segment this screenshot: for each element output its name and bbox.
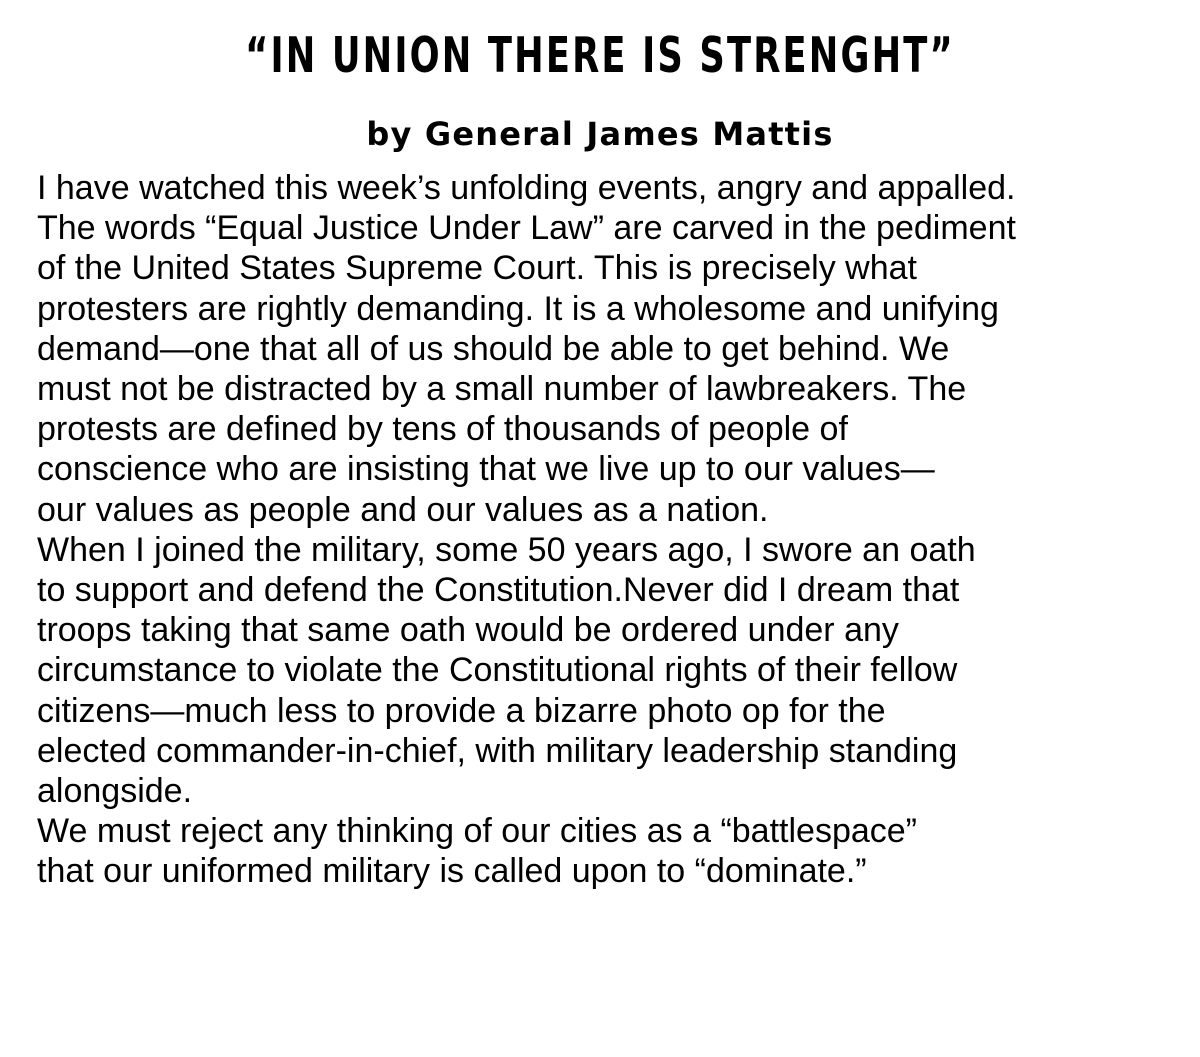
text-line: to support and defend the Constitution.Never did I dream that	[37, 571, 960, 610]
body-text	[37, 168, 1187, 892]
page-title: “IN UNION THERE IS STRENGHT”	[245, 27, 955, 84]
text-line: protesters are rightly demanding. It is a wholesome and unifying	[37, 289, 999, 328]
text-line: circumstance to violate the Constitutional rights of their fellow	[37, 651, 958, 690]
byline: by General James Mattis	[366, 115, 834, 153]
text-line: elected commander-in-chief, with military leadership standing	[37, 731, 958, 770]
text-line: troops taking that same oath would be ordered under any	[37, 611, 899, 650]
text-line: protests are defined by tens of thousands of people of	[37, 410, 848, 449]
text-line: must not be distracted by a small number of lawbreakers. The	[37, 370, 967, 409]
text-line: When I joined the military, some 50 years ago, I swore an oath	[37, 530, 976, 569]
text-line: demand—one that all of us should be able to get behind. We	[37, 329, 950, 368]
text-line: conscience who are insisting that we live up to our values—	[37, 450, 935, 489]
text-line: of the United States Supreme Court. This is precisely what	[37, 249, 917, 288]
text-line: citizens—much less to provide a bizarre photo op for the	[37, 691, 886, 730]
text-line: alongside.	[37, 772, 193, 811]
text-line: We must reject any thinking of our cities as a “battlespace”	[37, 812, 917, 851]
text-line: The words “Equal Justice Under Law” are carved in the pediment	[37, 209, 1016, 248]
text-line: our values as people and our values as a nation.	[37, 490, 769, 529]
text-line: that our uniformed military is called upon to “dominate.”	[37, 852, 867, 891]
text-line: I have watched this week’s unfolding events, angry and appalled.	[37, 169, 1016, 207]
